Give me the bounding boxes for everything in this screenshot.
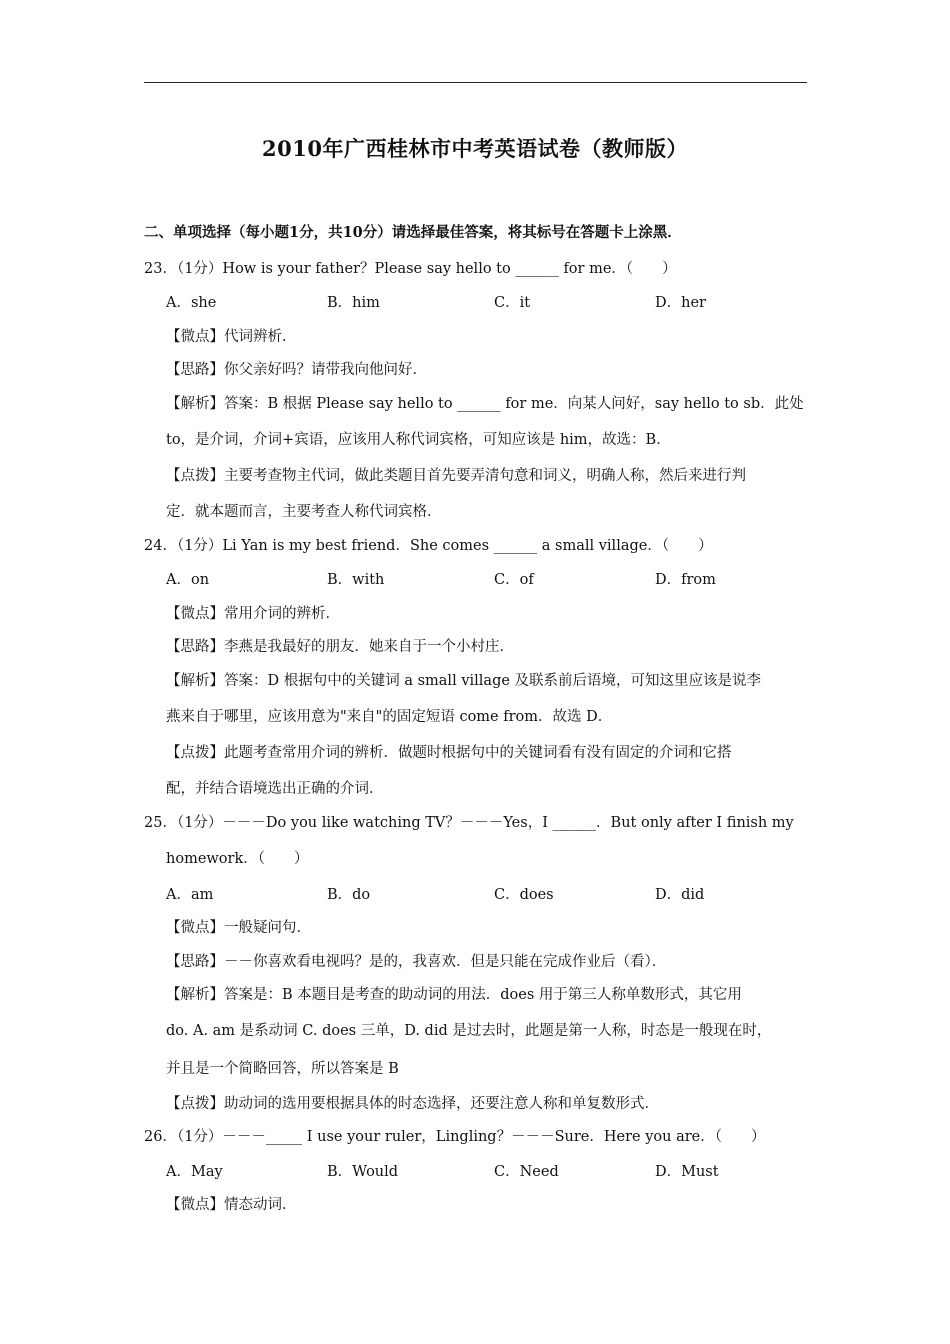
q23-option-d: D．her	[655, 295, 706, 311]
q24-option-a: A．on	[166, 572, 210, 588]
q23-dianbo-line2: 定．就本题而言，主要考查人称代词宾格．	[166, 504, 442, 520]
q23-weidian: 【微点】代词辨析．	[166, 329, 297, 345]
q23-dianbo-line1: 【点拨】主要考查物主代词，做此类题目首先要弄清句意和词义，明确人称，然后来进行判	[166, 468, 746, 484]
q25-option-c: C．does	[494, 887, 554, 903]
question-25-stem-line1: 25．（1分）－－－Do you like watching TV？－－－Yes，I ______．But only after I finish my	[144, 815, 794, 831]
q23-option-b: B．him	[327, 295, 380, 311]
q25-option-d: D．did	[655, 887, 705, 903]
q24-dianbo-line2: 配，并结合语境选出正确的介词．	[166, 781, 384, 797]
question-24-stem: 24．（1分）Li Yan is my best friend．She comes ______ a small village．（ ）	[144, 538, 713, 554]
q25-option-b: B．do	[327, 887, 371, 903]
question-25-stem-line2: homework．（ ）	[166, 851, 309, 867]
q23-option-a: A．she	[166, 295, 217, 311]
question-23-stem: 23．（1分）How is your father？Please say hello to ______ for me．（ ）	[144, 261, 677, 277]
q24-silu: 【思路】李燕是我最好的朋友．她来自于一个小村庄．	[166, 639, 514, 655]
header-rule	[144, 82, 807, 83]
q26-weidian: 【微点】情态动词．	[166, 1197, 297, 1213]
q25-dianbo: 【点拨】助动词的选用要根据具体的时态选择，还要注意人称和单复数形式．	[166, 1096, 659, 1112]
q26-option-d: D．Must	[655, 1164, 719, 1180]
q26-option-c: C．Need	[494, 1164, 559, 1180]
q26-option-a: A．May	[166, 1164, 223, 1180]
q24-weidian: 【微点】常用介词的辨析．	[166, 606, 340, 622]
q23-silu: 【思路】你父亲好吗？请带我向他问好．	[166, 362, 427, 378]
q24-option-b: B．with	[327, 572, 385, 588]
q24-option-d: D．from	[655, 572, 716, 588]
q23-jiexi-line2: to，是介词，介词+宾语，应该用人称代词宾格，可知应该是 him，故选：B．	[166, 432, 671, 448]
q25-weidian: 【微点】一般疑问句．	[166, 920, 311, 936]
q23-jiexi-line1: 【解析】答案：B 根据 Please say hello to ______ for me．向某人问好，say hello to sb．此处	[166, 396, 804, 412]
q24-dianbo-line1: 【点拨】此题考查常用介词的辨析．做题时根据句中的关键词看有没有固定的介词和它搭	[166, 745, 732, 761]
q25-silu: 【思路】－－你喜欢看电视吗？是的，我喜欢．但是只能在完成作业后（看）．	[166, 954, 667, 970]
q24-jiexi-line1: 【解析】答案：D 根据句中的关键词 a small village 及联系前后语境，可知这里应该是说李	[166, 673, 762, 689]
section-heading: 二、单项选择（每小题1分，共10分）请选择最佳答案，将其标号在答题卡上涂黑．	[144, 224, 682, 241]
q26-option-b: B．Would	[327, 1164, 399, 1180]
question-26-stem: 26．（1分）－－－_____ I use your ruler，Lingling？－－－Sure．Here you are．（ ）	[144, 1129, 766, 1145]
q25-jiexi-line2: do. A. am 是系动词 C. does 三单，D. did 是过去时，此题是第一人称，时态是一般现在时，	[166, 1023, 772, 1039]
q23-option-c: C．it	[494, 295, 531, 311]
q25-option-a: A．am	[166, 887, 214, 903]
page-title: 2010年广西桂林市中考英语试卷（教师版）	[262, 136, 688, 161]
q25-jiexi-line3: 并且是一个简略回答，所以答案是 B	[166, 1061, 399, 1077]
q24-jiexi-line2: 燕来自于哪里，应该用意为"来自"的固定短语 come from．故选 D．	[166, 709, 613, 725]
q25-jiexi-line1: 【解析】答案是：B 本题目是考查的助动词的用法．does 用于第三人称单数形式，其它用	[166, 987, 742, 1003]
q24-option-c: C．of	[494, 572, 534, 588]
